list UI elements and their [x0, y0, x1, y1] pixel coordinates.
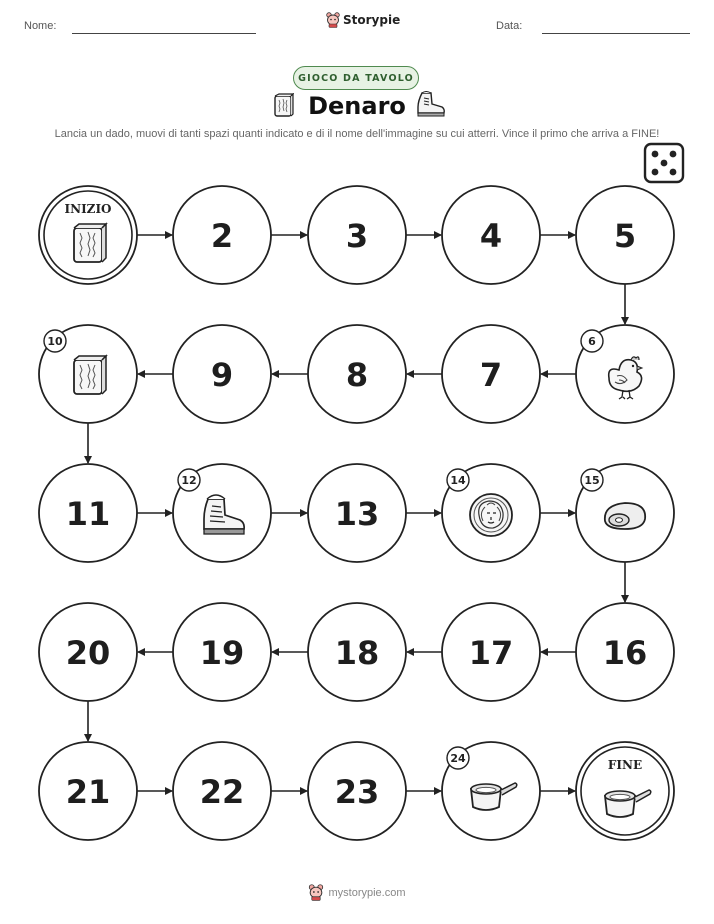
- space-number: 18: [334, 634, 380, 672]
- start-label: INIZIO: [64, 202, 112, 216]
- space-number: 13: [334, 495, 380, 533]
- space-number: 17: [468, 634, 514, 672]
- board-space-6: [576, 325, 674, 423]
- space-number: 15: [584, 474, 600, 487]
- space-number: 7: [479, 356, 503, 394]
- name-label: Nome:: [24, 20, 57, 32]
- space-number: 2: [210, 217, 234, 255]
- instructions-text: Lancia un dado, muovi di tanti spazi quanti indicato e di il nome dell'immagine su cui atterri. Vince il primo che arriva a FINE!: [54, 128, 660, 140]
- finish-label: FINE: [607, 758, 643, 772]
- space-number: 14: [450, 474, 466, 487]
- board-space-3: [308, 186, 406, 284]
- board-space-22: [173, 742, 271, 840]
- space-number: 20: [65, 634, 111, 672]
- board-space-19: [173, 603, 271, 701]
- ham-icon: [605, 503, 645, 529]
- board-space-14: [442, 464, 540, 562]
- board-space-4: [442, 186, 540, 284]
- space-number: 16: [602, 634, 648, 672]
- board-space-25: [576, 742, 674, 840]
- board-space-17: [442, 603, 540, 701]
- footer-url: mystorypie.com: [328, 886, 406, 899]
- space-number: 4: [479, 217, 503, 255]
- board-space-9: [173, 325, 271, 423]
- space-number: 9: [210, 356, 234, 394]
- space-number: 8: [345, 356, 369, 394]
- board-space-20: [39, 603, 137, 701]
- space-number: 6: [588, 335, 596, 348]
- space-number: 12: [181, 474, 197, 487]
- board-space-16: [576, 603, 674, 701]
- hay-bale-icon: [74, 356, 106, 394]
- space-number: 22: [199, 773, 245, 811]
- board-space-12: [173, 464, 271, 562]
- storypie-mascot-icon: [308, 884, 324, 901]
- space-number: 5: [613, 217, 637, 255]
- brand-name: Storypie: [343, 13, 401, 27]
- space-number: 19: [199, 634, 245, 672]
- board-space-23: [308, 742, 406, 840]
- board-space-8: [308, 325, 406, 423]
- lion-coin-icon: [470, 494, 512, 536]
- footer: [0, 884, 714, 901]
- board-space-11: [39, 464, 137, 562]
- space-number: 11: [65, 495, 111, 533]
- board-space-13: [308, 464, 406, 562]
- board-space-2: [173, 186, 271, 284]
- board-space-1: [39, 186, 137, 284]
- space-number: 23: [334, 773, 380, 811]
- board-space-21: [39, 742, 137, 840]
- board-space-7: [442, 325, 540, 423]
- board-space-5: [576, 186, 674, 284]
- game-type-badge: GIOCO DA TAVOLO: [293, 66, 419, 90]
- date-label: Data:: [496, 20, 523, 32]
- page-title: Denaro: [308, 92, 406, 120]
- board-space-24: [442, 742, 540, 840]
- space-number: 21: [65, 773, 111, 811]
- board-space-15: [576, 464, 674, 562]
- board-space-18: [308, 603, 406, 701]
- space-number: 24: [450, 752, 466, 765]
- hay-bale-icon: [74, 224, 106, 262]
- board-space-10: [39, 325, 137, 423]
- space-number: 3: [345, 217, 369, 255]
- space-number: 10: [47, 335, 63, 348]
